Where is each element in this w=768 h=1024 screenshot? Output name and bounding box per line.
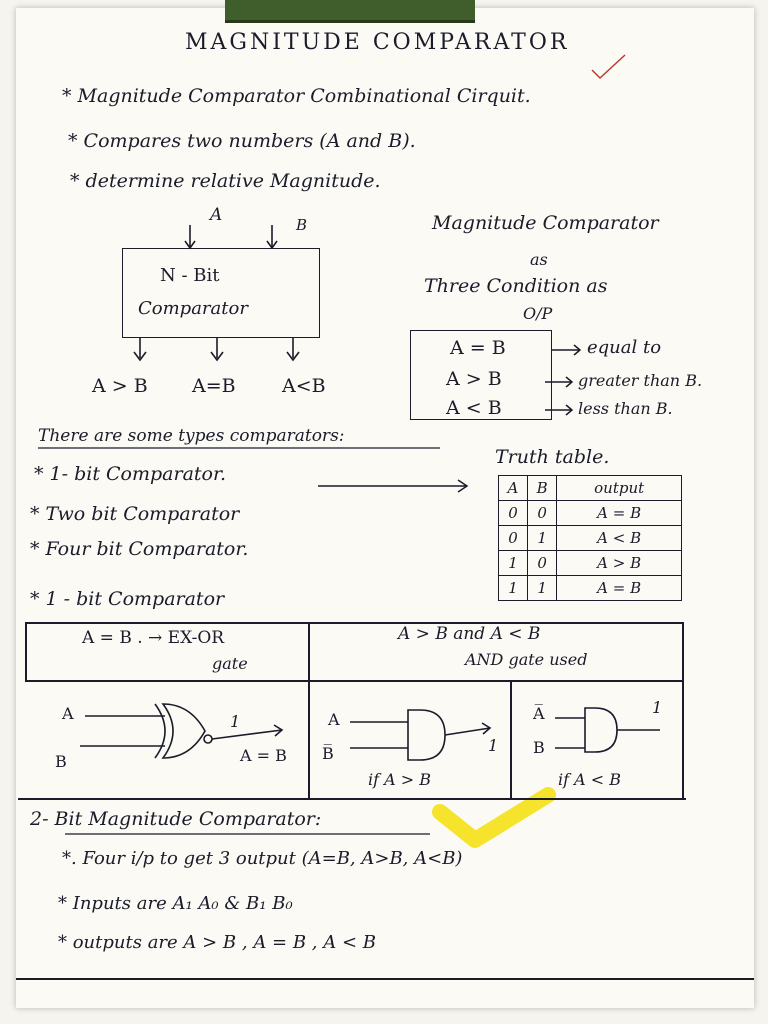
gt-title-line1: A > B and A < B: [398, 624, 541, 644]
and-gate-icon-2: [555, 708, 660, 752]
truth-table: [498, 475, 682, 601]
nbit-block-line2: Comparator: [138, 298, 248, 319]
table-cell: 1: [527, 526, 556, 551]
truth-table-header-row: [499, 476, 682, 501]
table-cell: 0: [527, 501, 556, 526]
table-cell: A > B: [557, 551, 682, 576]
grid-line: [18, 798, 686, 800]
types-item-3: * Four bit Comparator.: [30, 538, 249, 560]
table-cell: 1: [527, 576, 556, 601]
grid-line: [25, 622, 683, 624]
two-bit-heading: 2- Bit Magnitude Comparator:: [30, 808, 322, 830]
and1-output: 1: [488, 736, 499, 755]
and2-caption: if A < B: [558, 770, 622, 789]
and2-input-b: B: [533, 738, 545, 757]
grid-line: [510, 680, 512, 798]
bottom-rule: [16, 978, 754, 980]
and1-input-a: A: [328, 710, 340, 729]
table-cell: A = B: [557, 576, 682, 601]
two-bit-item-2: * Inputs are A₁ A₀ & B₁ B₀: [58, 893, 293, 914]
and1-caption: if A > B: [368, 770, 432, 789]
types-item-2: * Two bit Comparator: [30, 503, 240, 525]
and2-output: 1: [652, 698, 663, 717]
eq-title-line2: gate: [212, 654, 248, 673]
table-row: [499, 551, 682, 576]
cond-expr-3: A < B: [446, 397, 502, 419]
check-mark-icon: [440, 795, 548, 840]
table-cell: 1: [499, 576, 528, 601]
conditions-heading-2: as: [530, 250, 548, 269]
gt-title-line2: AND gate used: [465, 650, 588, 669]
cond-expr-1: A = B: [450, 337, 506, 359]
one-bit-heading: * 1 - bit Comparator: [30, 588, 225, 610]
truth-table-header: A: [499, 476, 528, 501]
nbit-block: [122, 248, 320, 338]
conditions-heading-4: O/P: [523, 304, 553, 323]
xor-output: 1: [230, 712, 241, 731]
nbit-out-lt: A<B: [282, 375, 326, 397]
cond-meaning-3: less than B.: [578, 399, 673, 418]
truth-table-title: Truth table.: [495, 446, 610, 468]
grid-line: [682, 622, 684, 798]
truth-table-header: output: [557, 476, 682, 501]
nbit-input-b: B: [296, 216, 308, 234]
types-item-1: * 1- bit Comparator.: [34, 463, 227, 485]
table-row: [499, 576, 682, 601]
table-cell: 0: [527, 551, 556, 576]
nbit-input-a: A: [210, 205, 223, 225]
conditions-heading-3: Three Condition as: [424, 275, 608, 297]
page-title: MAGNITUDE COMPARATOR: [185, 30, 570, 55]
nbit-out-eq: A=B: [192, 375, 236, 397]
two-bit-item-3: * outputs are A > B , A = B , A < B: [58, 932, 376, 953]
nbit-out-gt: A > B: [92, 375, 148, 397]
cond-expr-2: A > B: [446, 368, 502, 390]
and2-input-a: A̅: [533, 704, 545, 723]
intro-bullet-2: * Compares two numbers (A and B).: [68, 130, 416, 152]
and1-input-b: B̅: [322, 744, 334, 763]
xor-input-a: A: [62, 704, 74, 723]
table-row: [499, 501, 682, 526]
eq-title-line1: A = B . → EX-OR: [82, 628, 225, 648]
grid-line: [25, 680, 683, 682]
conditions-heading-1: Magnitude Comparator: [432, 212, 659, 234]
intro-bullet-3: * determine relative Magnitude.: [70, 170, 381, 192]
types-heading: There are some types comparators:: [38, 426, 345, 446]
nbit-block-line1: N - Bit: [160, 265, 220, 286]
table-cell: A < B: [557, 526, 682, 551]
grid-line: [25, 622, 27, 680]
xor-input-b: B: [55, 752, 67, 771]
table-cell: 1: [499, 551, 528, 576]
truth-table-header: B: [527, 476, 556, 501]
grid-line: [308, 622, 310, 798]
red-check-icon: [592, 55, 625, 78]
cond-meaning-2: greater than B.: [578, 371, 703, 390]
table-cell: 0: [499, 526, 528, 551]
two-bit-item-1: *. Four i/p to get 3 output (A=B, A>B, A<B): [62, 848, 463, 869]
and-gate-icon: [350, 710, 490, 760]
xor-label: A = B: [240, 746, 287, 765]
table-cell: 0: [499, 501, 528, 526]
cond-meaning-1: equal to: [587, 337, 662, 358]
table-row: [499, 526, 682, 551]
intro-bullet-1: * Magnitude Comparator Combinational Cirquit.: [62, 85, 531, 107]
table-cell: A = B: [557, 501, 682, 526]
